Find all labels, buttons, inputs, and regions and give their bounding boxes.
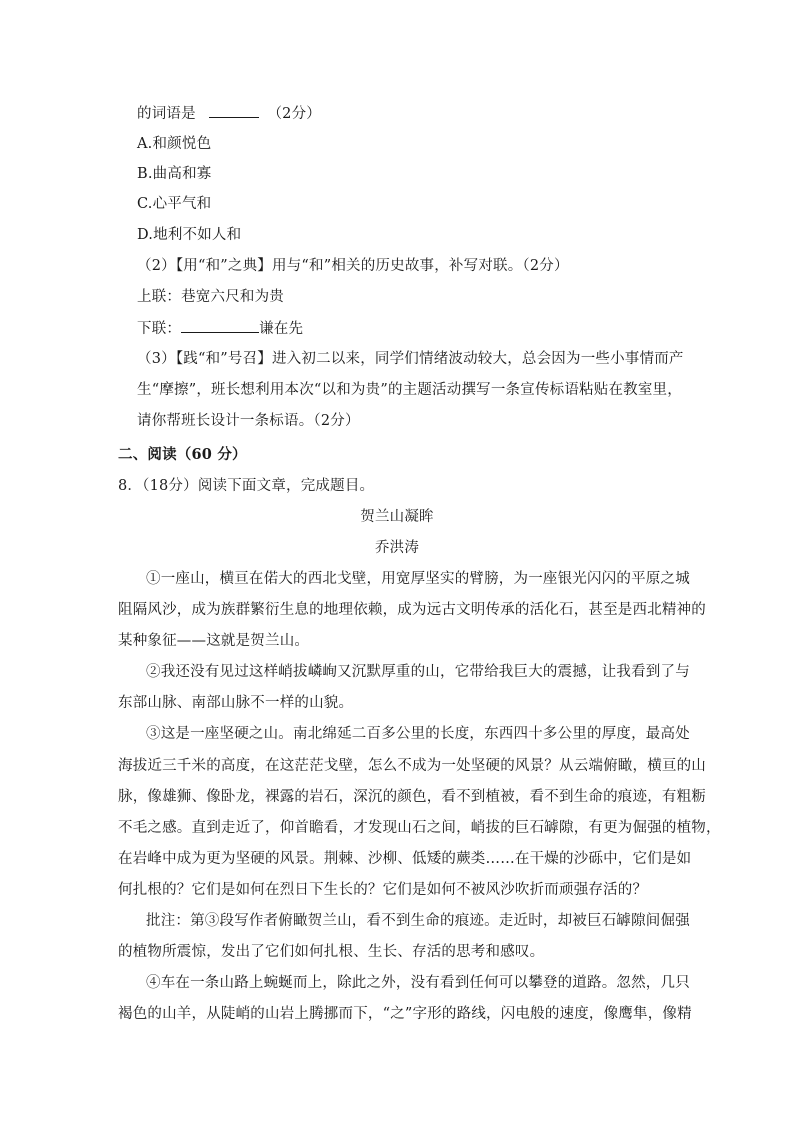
q7-part2-prompt: （2）【用“和”之典】用与“和”相关的历史故事，补写对联。（2分）	[137, 258, 569, 274]
annotation-line: 的植物所震惊，发出了它们如何扎根、生长、存活的思考和感叹。	[118, 944, 545, 960]
paragraph-line: ②我还没有见过这样峭拔嶙峋又沉默厚重的山，它带给我巨大的震撼，让我看到了与	[146, 664, 690, 680]
paragraph-line: 不毛之感。直到走近了，仰首瞻看，才发现山石之间，峭拔的巨石罅隙，有更为倔强的植物，	[118, 820, 721, 836]
q7-option-d: D.地利不如人和	[137, 227, 242, 243]
q7-part3-line: 请你帮班长设计一条标语。（2分）	[137, 413, 360, 429]
q7-part3-line: （3）【践“和”号召】进入初二以来，同学们情绪波动较大，总会因为一些小事情而产	[137, 351, 684, 367]
q7-part1-prompt: 的词语是	[137, 106, 196, 122]
couplet-lower-suffix: 谦在先	[259, 321, 304, 337]
paragraph-line: ③这是一座坚硬之山。南北绵延二百多公里的长度，东西四十多公里的厚度，最高处	[146, 726, 690, 742]
paragraph-line: ①一座山，横亘在偌大的西北戈壁，用宽厚坚实的臂膀，为一座银光闪闪的平原之城	[146, 571, 690, 587]
q7-option-a: A.和颜悦色	[137, 136, 212, 152]
couplet-upper: 上联：巷宽六尺和为贵	[137, 289, 284, 305]
answer-blank	[209, 103, 259, 118]
paragraph-line: 某种象征——这就是贺兰山。	[118, 633, 310, 649]
paragraph-line: 褐色的山羊，从陡峭的山岩上腾挪而下，“之”字形的路线，闪电般的速度，像鹰隼，像精	[118, 1006, 692, 1022]
q7-part1-prompt-line	[137, 103, 321, 124]
paragraph-line: 阻隔风沙，成为族群繁衍生息的地理依赖，成为远古文明传承的活化石，甚至是西北精神的	[118, 602, 706, 618]
answer-blank	[181, 318, 259, 333]
couplet-lower-prefix: 下联：	[137, 321, 182, 337]
paragraph-line: 脉，像雄狮、像卧龙，裸露的岩石，深沉的颜色，看不到植被，看不到生命的痕迹，有粗粝	[118, 789, 706, 805]
section-heading: 二、阅读（60 分）	[118, 446, 247, 463]
paragraph-line: 海拔近三千米的高度，在这茫茫戈壁，怎么不成为一处坚硬的风景？从云端俯瞰，横亘的山	[118, 758, 706, 774]
paragraph-line: 东部山脉、南部山脉不一样的山貌。	[118, 695, 354, 711]
annotation-line: 批注：第③段写作者俯瞰贺兰山，看不到生命的痕迹。走近时，却被巨石罅隙间倔强	[146, 913, 690, 929]
q7-part1-score: （2分）	[267, 106, 321, 122]
q7-option-c: C.心平气和	[137, 196, 212, 212]
couplet-lower-line	[137, 318, 303, 339]
paragraph-line: 在岩峰中成为更为坚硬的风景。荆棘、沙柳、低矮的蕨类……在干燥的沙砾中，它们是如	[118, 851, 692, 867]
paragraph-line: 何扎根的？它们是如何在烈日下生长的？它们是如何不被风沙吹折而顽强存活的？	[118, 882, 648, 898]
article-title: 贺兰山凝眸	[360, 509, 434, 525]
article-author: 乔洪涛	[374, 540, 420, 556]
q7-part3-line: 生“摩擦”，班长想利用本次“以和为贵”的主题活动撰写一条宣传标语粘贴在教室里，	[137, 382, 682, 398]
paragraph-line: ④车在一条山路上蜿蜒而上，除此之外，没有看到任何可以攀登的道路。忽然，几只	[146, 975, 690, 991]
q7-option-b: B.曲高和寡	[137, 166, 212, 182]
q8-intro: 8．（18分）阅读下面文章，完成题目。	[118, 478, 375, 494]
